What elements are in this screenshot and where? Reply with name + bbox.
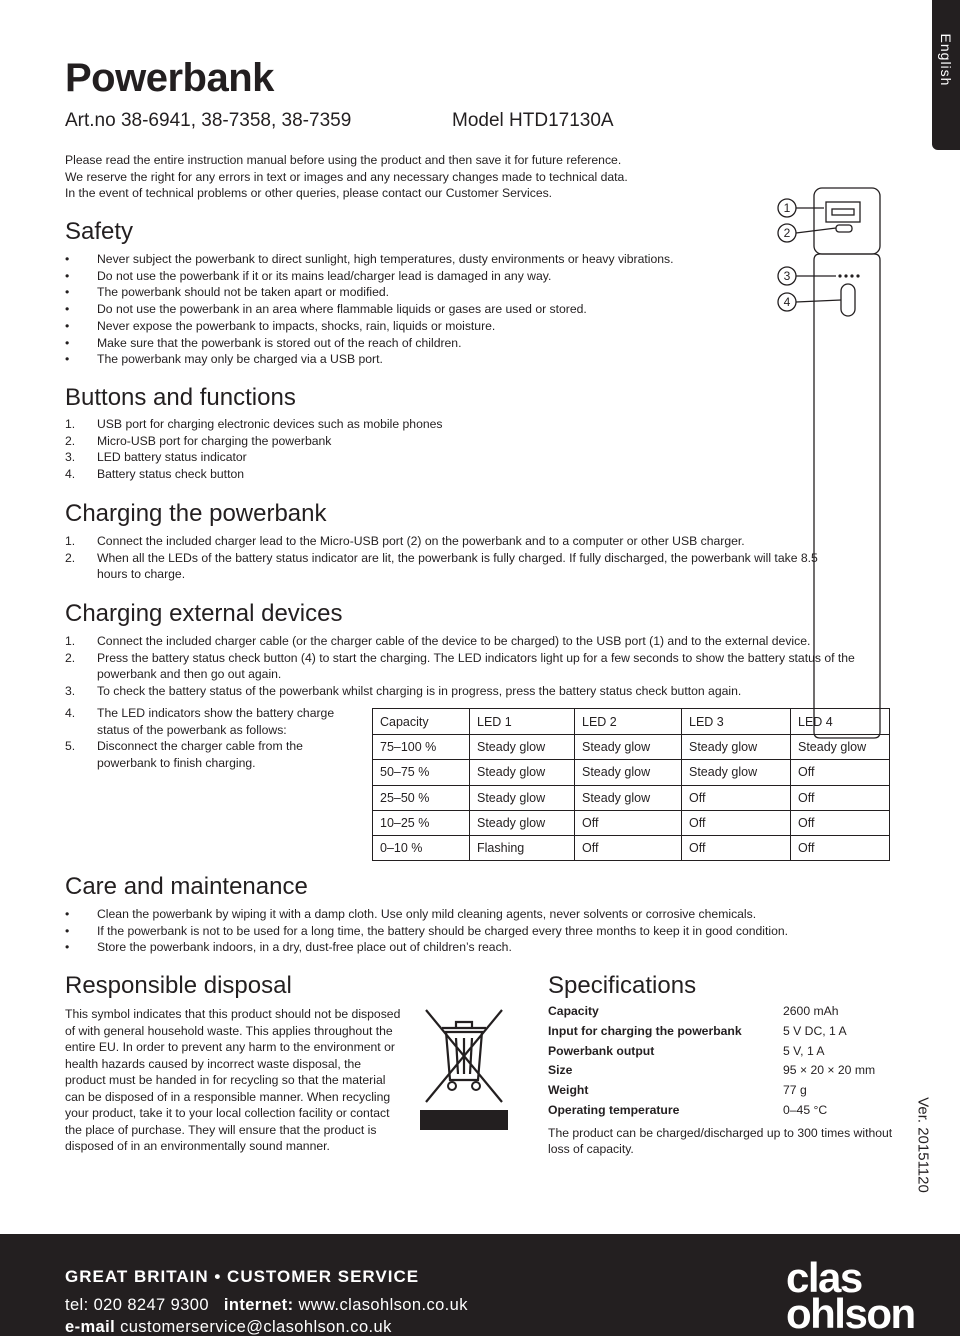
buttons-list: [65, 416, 443, 483]
table-cell: Steady glow: [682, 760, 791, 785]
model-number: Model HTD17130A: [452, 110, 614, 131]
list-item: 4. Battery status check button: [65, 467, 245, 482]
list-item: 2. Micro-USB port for charging the powerbank: [65, 433, 332, 448]
table-header-row: [373, 709, 890, 735]
external-list: [65, 633, 900, 700]
weee-bin-icon: [420, 1004, 508, 1130]
table-row: [373, 760, 890, 785]
intro-text: [65, 152, 745, 202]
list-item: • Clean the powerbank by wiping it with a damp cloth. Use only mild cleaning agents, never solvents or corrosive chemicals.: [65, 906, 788, 923]
list-item: 3. LED battery status indicator: [65, 450, 247, 465]
table-row: [373, 810, 890, 835]
intro-line: Please read the entire instruction manual before using the product and then save it for future reference.: [65, 153, 622, 167]
list-item: • The powerbank should not be taken apart or modified.: [65, 284, 674, 301]
header-cell: Capacity: [373, 709, 470, 735]
table-cell: 75–100 %: [373, 735, 470, 760]
table-cell: Steady glow: [470, 785, 575, 810]
safety-list: [65, 251, 674, 368]
list-item: 4. The LED indicators show the battery charge status of the powerbank as follows:: [65, 706, 335, 737]
table-cell: Steady glow: [470, 735, 575, 760]
table-cell: Off: [791, 810, 890, 835]
table-cell: 0–10 %: [373, 836, 470, 861]
customer-service-title: GREAT BRITAIN • CUSTOMER SERVICE: [65, 1267, 420, 1286]
specs-heading: Specifications: [548, 972, 697, 999]
header-cell: LED 4: [791, 709, 890, 735]
table-cell: Off: [682, 836, 791, 861]
table-row: [373, 836, 890, 861]
website-link[interactable]: www.clasohlson.co.uk: [298, 1296, 468, 1314]
intro-line: We reserve the right for any errors in text or images and any necessary changes made to technical data.: [65, 169, 628, 184]
list-item: 2. When all the LEDs of the battery status indicator are lit, the powerbank is fully charged. If fully discharged, the powerbank will take 8.5 hours to charge.: [65, 550, 818, 582]
table-cell: Off: [791, 785, 890, 810]
language-label: English: [938, 33, 954, 87]
list-item: 2. Press the battery status check button (4) to start the charging. The LED indicators light up for a few seconds to show the battery status of the powerbank and then go out again.: [65, 650, 855, 682]
table-cell: Steady glow: [575, 760, 682, 785]
email-link[interactable]: customerservice@clasohlson.co.uk: [120, 1318, 392, 1336]
spec-row: Powerbank output 5 V, 1 A: [548, 1043, 825, 1058]
language-tab: [932, 0, 960, 150]
buttons-heading: Buttons and functions: [65, 384, 296, 411]
list-item: 5. Disconnect the charger cable from the powerbank to finish charging.: [65, 739, 303, 771]
version-label: Ver. 20151120: [914, 1097, 932, 1193]
table-cell: Steady glow: [575, 785, 682, 810]
header-cell: LED 2: [575, 709, 682, 735]
list-item: • Never subject the powerbank to direct sunlight, high temperatures, dusty environments or heavy vibrations.: [65, 251, 674, 268]
table-cell: Steady glow: [470, 810, 575, 835]
table-cell: Off: [682, 785, 791, 810]
table-row: [373, 785, 890, 810]
care-list: [65, 906, 788, 956]
intro-line: In the event of technical problems or other queries, please contact our Customer Services.: [65, 186, 553, 200]
list-item: • If the powerbank is not to be used for a long time, the battery should be charged every three months to keep it in good condition.: [65, 923, 788, 940]
spec-note: The product can be charged/discharged up to 300 times without loss of capacity.: [548, 1125, 893, 1156]
phone-number: 020 8247 9300: [93, 1296, 209, 1314]
charging-heading: Charging the powerbank: [65, 500, 327, 527]
external-list-side: [65, 705, 365, 772]
table-cell: 25–50 %: [373, 785, 470, 810]
table-cell: Steady glow: [575, 735, 682, 760]
external-heading: Charging external devices: [65, 600, 343, 627]
spec-row: Weight 77 g: [548, 1083, 807, 1098]
header-cell: LED 1: [470, 709, 575, 735]
list-item: • Make sure that the powerbank is stored out of the reach of children.: [65, 335, 674, 352]
list-item: • Store the powerbank indoors, in a dry, dust-free place out of children’s reach.: [65, 939, 788, 956]
email-line: e-mail customerservice@clasohlson.co.uk: [65, 1318, 392, 1336]
spec-row: Input for charging the powerbank 5 V DC, 1 A: [548, 1023, 847, 1038]
table-cell: Steady glow: [682, 735, 791, 760]
footer: [0, 1234, 960, 1336]
safety-heading: Safety: [65, 218, 134, 245]
list-item: • Do not use the powerbank if it or its mains lead/charger lead is damaged in any way.: [65, 268, 674, 285]
table-cell: Steady glow: [470, 760, 575, 785]
callout-label-4: 4: [783, 295, 791, 309]
callout-label-1: 1: [783, 201, 791, 215]
table-row: [373, 735, 890, 760]
disposal-heading: Responsible disposal: [65, 972, 292, 999]
specs-table: [548, 1004, 898, 1157]
table-cell: Steady glow: [791, 735, 890, 760]
list-item: • The powerbank may only be charged via a USB port.: [65, 351, 674, 368]
header-cell: LED 3: [682, 709, 791, 735]
page-title: Powerbank: [65, 56, 274, 100]
list-item: 1. Connect the included charger cable (or the charger cable of the device to be charged) to the USB port (1) and to the external device.: [65, 634, 811, 648]
list-item: 3. To check the battery status of the powerbank whilst charging is in progress, press the battery status check button again.: [65, 684, 742, 699]
table-cell: Off: [791, 760, 890, 785]
table-cell: Off: [575, 810, 682, 835]
list-item: 1. USB port for charging electronic devices such as mobile phones: [65, 417, 443, 431]
table-cell: Flashing: [470, 836, 575, 861]
spec-row: Capacity 2600 mAh: [548, 1004, 839, 1018]
led-status-table: [372, 708, 890, 861]
table-cell: Off: [791, 836, 890, 861]
disposal-text: This symbol indicates that this product should not be disposed of with general household waste. This applies throughout the entire EU. In order to prevent any harm to the environment or health hazards caused by incorrect waste disposal, the product must be handed in for recycling so that the material can be disposed of in a responsible manner. When recycling your product, take it to your local collection facility or contact the place of purchase. They will ensure that the product is disposed of in an environmentally sound manner.: [65, 1007, 401, 1153]
contact-line: tel: 020 8247 9300 internet: www.clasohlson.co.uk: [65, 1296, 468, 1314]
article-number: Art.no 38-6941, 38-7358, 38-7359: [65, 110, 352, 131]
spec-row: Size 95 × 20 × 20 mm: [548, 1063, 876, 1078]
table-cell: Off: [682, 810, 791, 835]
table-cell: 50–75 %: [373, 760, 470, 785]
brand-logo: clas ohlson: [786, 1254, 915, 1336]
callout-label-2: 2: [783, 226, 791, 240]
callout-label-3: 3: [783, 269, 791, 283]
spec-row: Operating temperature 0–45 °C: [548, 1102, 828, 1117]
list-item: • Do not use the powerbank in an area where flammable liquids or gases are used or stored.: [65, 301, 674, 318]
care-heading: Care and maintenance: [65, 873, 308, 900]
charging-list: [65, 533, 825, 583]
list-item: 1. Connect the included charger lead to the Micro-USB port (2) on the powerbank and to a computer or other USB charger.: [65, 534, 745, 548]
table-cell: Off: [575, 836, 682, 861]
list-item: • Never expose the powerbank to impacts, shocks, rain, liquids or moisture.: [65, 318, 674, 335]
table-cell: 10–25 %: [373, 810, 470, 835]
